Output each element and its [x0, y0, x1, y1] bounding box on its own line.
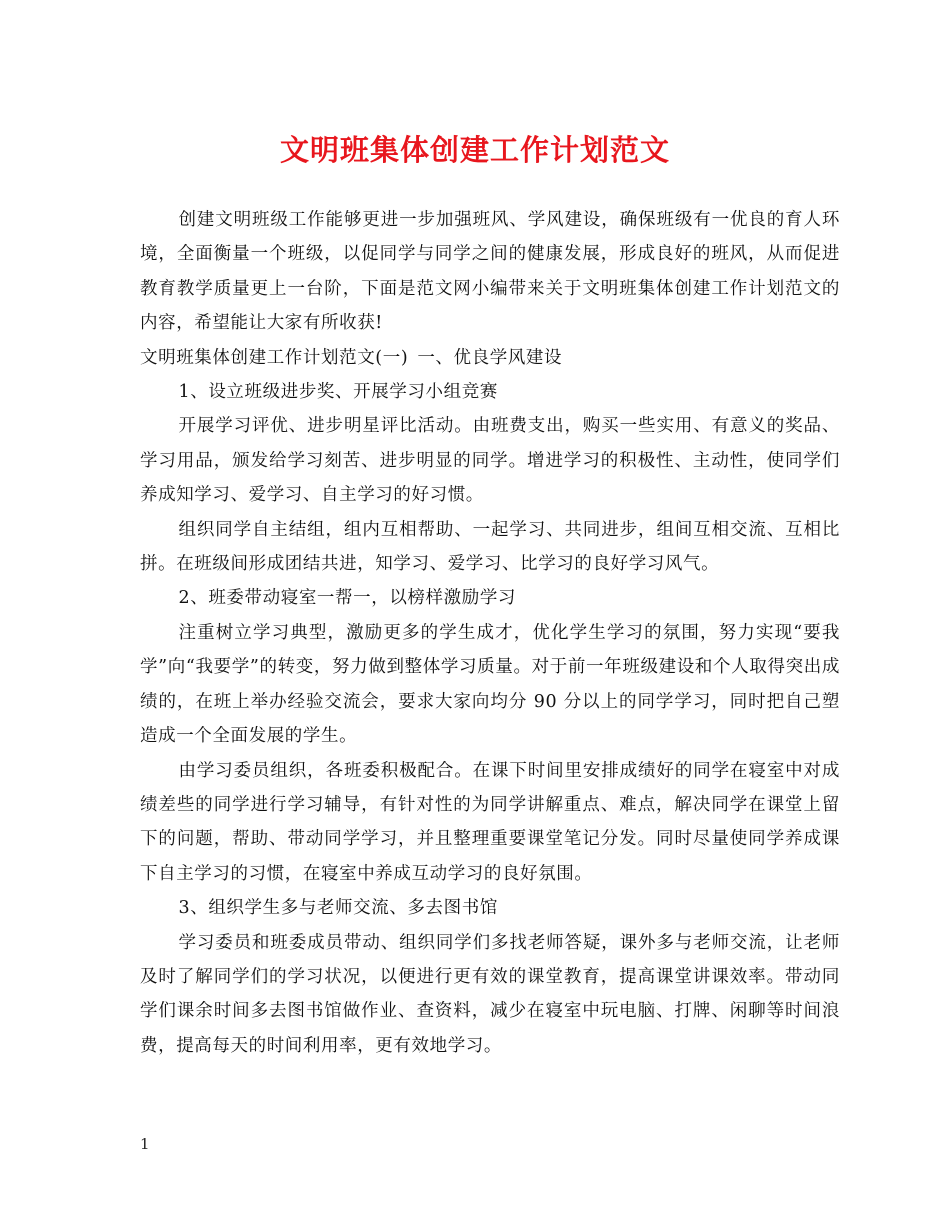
- paragraph: 组织同学自主结组，组内互相帮助、一起学习、共同进步，组间互相交流、互相比拼。在班级间形成团结共进，知学习、爱学习、比学习的良好学习风气。: [140, 519, 840, 575]
- document-title: 文明班集体创建工作计划范文: [279, 133, 670, 167]
- section-heading-1: 文明班集体创建工作计划范文(一) 一、优良学风建设: [140, 347, 563, 368]
- paragraph-intro: 创建文明班级工作能够更进一步加强班风、学风建设，确保班级有一优良的育人环境，全面衡量一个班级，以促同学与同学之间的健康发展，形成良好的班风，从而促进教育教学质量更上一台阶，下面是范文网小编带来关于文明班集体创建工作计划范文的内容，希望能让大家有所收获!: [140, 210, 840, 334]
- paragraph: 学习委员和班委成员带动、组织同学们多找老师答疑，课外多与老师交流，让老师及时了解同学们的学习状况，以便进行更有效的课堂教育，提高课堂讲课效率。带动同学们课余时间多去图书馆做作业、查资料，减少在寝室中玩电脑、打牌、闲聊等时间浪费，提高每天的时间利用率，更有效地学习。: [140, 932, 840, 1056]
- subheading-2: 2、班委带动寝室一帮一，以榜样激励学习: [178, 588, 517, 609]
- subheading-3: 3、组织学生多与老师交流、多去图书馆: [178, 898, 498, 919]
- paragraph: 由学习委员组织，各班委积极配合。在课下时间里安排成绩好的同学在寝室中对成绩差些的同学进行学习辅导，有针对性的为同学讲解重点、难点，解决同学在课堂上留下的问题，帮助、带动同学学习，并且整理重要课堂笔记分发。同时尽量使同学养成课下自主学习的习惯，在寝室中养成互动学习的良好氛围。: [140, 760, 840, 884]
- document-body: [140, 203, 840, 1063]
- subheading-1: 1、设立班级进步奖、开展学习小组竞赛: [178, 382, 498, 403]
- page-number: 1: [140, 1135, 150, 1153]
- paragraph: 注重树立学习典型，激励更多的学生成才，优化学生学习的氛围，努力实现“要我学”向“我要学”的转变，努力做到整体学习质量。对于前一年班级建设和个人取得突出成绩的，在班上举办经验交流会，要求大家向均分 90 分以上的同学学习，同时把自己塑造成一个全面发展的学生。: [140, 622, 840, 747]
- paragraph: 开展学习评优、进步明星评比活动。由班费支出，购买一些实用、有意义的奖品、学习用品，颁发给学习刻苦、进步明显的同学。增进学习的积极性、主动性，使同学们养成知学习、爱学习、自主学习的好习惯。: [140, 416, 840, 506]
